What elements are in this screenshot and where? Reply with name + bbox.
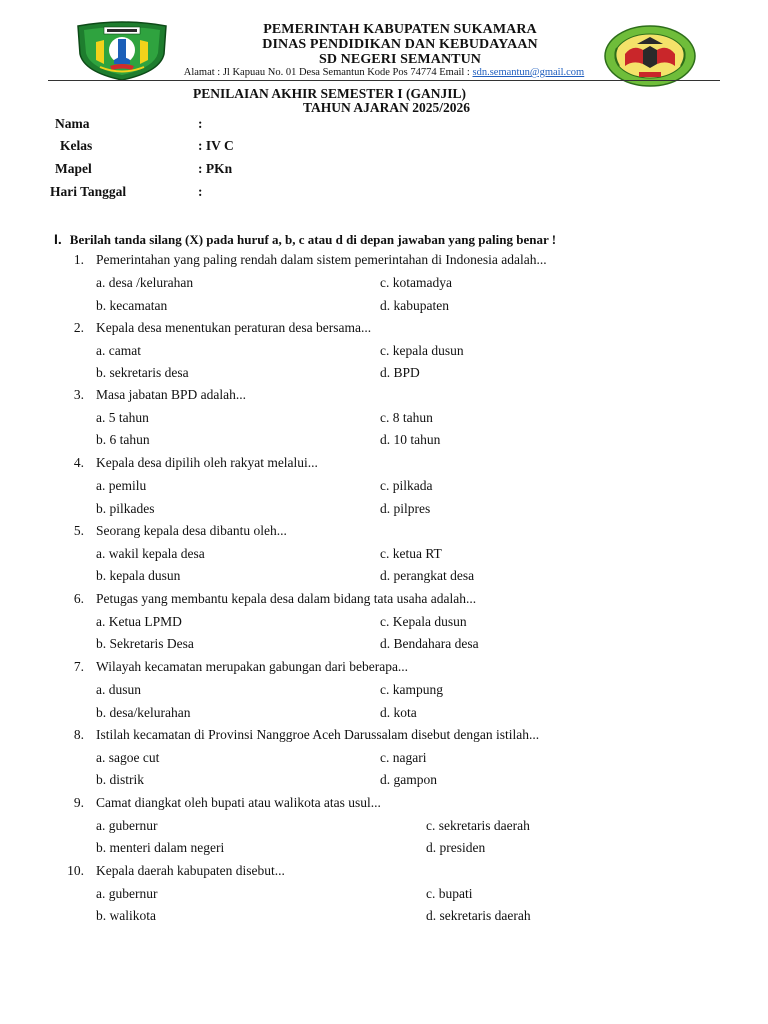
question-text: Petugas yang membantu kepala desa dalam bidang tata usaha adalah...	[96, 591, 477, 606]
option-a[interactable]: a. desa /kelurahan	[96, 275, 194, 290]
question-text: Pemerintahan yang paling rendah dalam sistem pemerintahan di Indonesia adalah...	[96, 252, 547, 267]
address-text: Alamat : Jl Kapuau No. 01 Desa Semantun Kode Pos 74774 Email :	[183, 67, 473, 78]
school-logo	[603, 24, 697, 88]
identity-label: Nama	[55, 116, 90, 131]
letterhead-divider	[48, 80, 720, 81]
question-7	[0, 659, 768, 727]
question-text: Kepala daerah kabupaten disebut...	[96, 863, 285, 878]
question-10	[0, 863, 768, 931]
identity-value[interactable]: :	[198, 116, 203, 131]
question-number: 9.	[73, 795, 84, 810]
question-8	[0, 727, 768, 795]
question-text: Seorang kepala desa dibantu oleh...	[96, 523, 287, 538]
question-number: 7.	[73, 659, 84, 674]
option-b[interactable]: b. kepala dusun	[96, 568, 181, 583]
option-a[interactable]: a. sagoe cut	[96, 750, 160, 765]
question-text: Kepala desa dipilih oleh rakyat melalui...	[96, 455, 318, 470]
question-number: 6.	[73, 591, 84, 606]
identity-label: Mapel	[55, 161, 92, 176]
option-b[interactable]: b. kecamatan	[96, 298, 168, 313]
question-text: Istilah kecamatan di Provinsi Nanggroe Aceh Darussalam disebut dengan istilah...	[96, 727, 540, 742]
option-c[interactable]: c. kampung	[380, 682, 443, 697]
option-d[interactable]: d. sekretaris daerah	[426, 908, 531, 923]
option-b[interactable]: b. desa/kelurahan	[96, 705, 191, 720]
option-a[interactable]: a. 5 tahun	[96, 410, 149, 425]
option-d[interactable]: d. presiden	[426, 840, 486, 855]
question-number: 4.	[73, 455, 84, 470]
option-c[interactable]: c. nagari	[380, 750, 427, 765]
academic-year: TAHUN AJARAN 2025/2026	[303, 100, 471, 115]
question-1	[0, 252, 768, 320]
option-a[interactable]: a. dusun	[96, 682, 141, 697]
question-number: 8.	[73, 727, 84, 742]
question-number: 5.	[73, 523, 84, 538]
option-c[interactable]: c. kepala dusun	[380, 343, 464, 358]
school-address	[0, 67, 768, 78]
option-c[interactable]: c. pilkada	[380, 478, 433, 493]
option-d[interactable]: d. pilpres	[380, 501, 431, 516]
question-5	[0, 523, 768, 591]
option-c[interactable]: c. sekretaris daerah	[426, 818, 530, 833]
option-b[interactable]: b. Sekretaris Desa	[96, 636, 194, 651]
school-email-link[interactable]: sdn.semantun@gmail.com	[472, 67, 585, 78]
identity-value[interactable]: :	[198, 184, 203, 199]
option-a[interactable]: a. camat	[96, 343, 141, 358]
question-text: Kepala desa menentukan peraturan desa bersama...	[96, 320, 372, 335]
option-c[interactable]: c. ketua RT	[380, 546, 442, 561]
option-c[interactable]: c. 8 tahun	[380, 410, 433, 425]
option-d[interactable]: d. kota	[380, 705, 417, 720]
option-a[interactable]: a. wakil kepala desa	[96, 546, 205, 561]
exam-title: PENILAIAN AKHIR SEMESTER I (GANJIL)	[193, 86, 467, 101]
government-name: PEMERINTAH KABUPATEN SUKAMARA	[263, 22, 537, 37]
option-d[interactable]: d. BPD	[380, 365, 420, 380]
option-b[interactable]: b. 6 tahun	[96, 432, 150, 447]
option-b[interactable]: b. pilkades	[96, 501, 155, 516]
instruction-text: Berilah tanda silang (X) pada huruf a, b, c atau d di depan jawaban yang paling benar !	[69, 232, 557, 247]
question-text: Wilayah kecamatan merupakan gabungan dari beberapa...	[96, 659, 409, 674]
question-4	[0, 455, 768, 523]
option-b[interactable]: b. walikota	[96, 908, 156, 923]
identity-label: Hari Tanggal	[50, 184, 127, 199]
option-a[interactable]: a. gubernur	[96, 886, 158, 901]
option-d[interactable]: d. kabupaten	[380, 298, 449, 313]
question-text: Masa jabatan BPD adalah...	[96, 387, 246, 402]
option-b[interactable]: b. distrik	[96, 772, 145, 787]
question-3	[0, 387, 768, 455]
identity-label: Kelas	[60, 138, 93, 153]
question-number: 3.	[73, 387, 84, 402]
option-c[interactable]: c. bupati	[426, 886, 473, 901]
question-6	[0, 591, 768, 659]
option-d[interactable]: d. perangkat desa	[380, 568, 475, 583]
question-number: 1.	[73, 252, 84, 267]
identity-value[interactable]: : IV C	[198, 138, 234, 153]
question-2	[0, 320, 768, 388]
question-text: Camat diangkat oleh bupati atau walikota atas usul...	[96, 795, 381, 810]
option-b[interactable]: b. menteri dalam negeri	[96, 840, 225, 855]
question-number: 10.	[67, 863, 84, 878]
section-number: I.	[54, 231, 62, 247]
department-name: DINAS PENDIDIKAN DAN KEBUDAYAAN	[262, 37, 538, 52]
section-instruction	[54, 231, 556, 248]
option-d[interactable]: d. gampon	[380, 772, 437, 787]
option-a[interactable]: a. pemilu	[96, 478, 147, 493]
option-b[interactable]: b. sekretaris desa	[96, 365, 189, 380]
identity-value[interactable]: : PKn	[198, 161, 233, 176]
letterhead	[150, 22, 650, 67]
option-a[interactable]: a. Ketua LPMD	[96, 614, 182, 629]
question-number: 2.	[73, 320, 84, 335]
school-name: SD NEGERI SEMANTUN	[318, 52, 482, 67]
option-c[interactable]: c. Kepala dusun	[380, 614, 467, 629]
option-c[interactable]: c. kotamadya	[380, 275, 452, 290]
option-d[interactable]: d. Bendahara desa	[380, 636, 479, 651]
option-d[interactable]: d. 10 tahun	[380, 432, 441, 447]
question-9	[0, 795, 768, 863]
option-a[interactable]: a. gubernur	[96, 818, 158, 833]
